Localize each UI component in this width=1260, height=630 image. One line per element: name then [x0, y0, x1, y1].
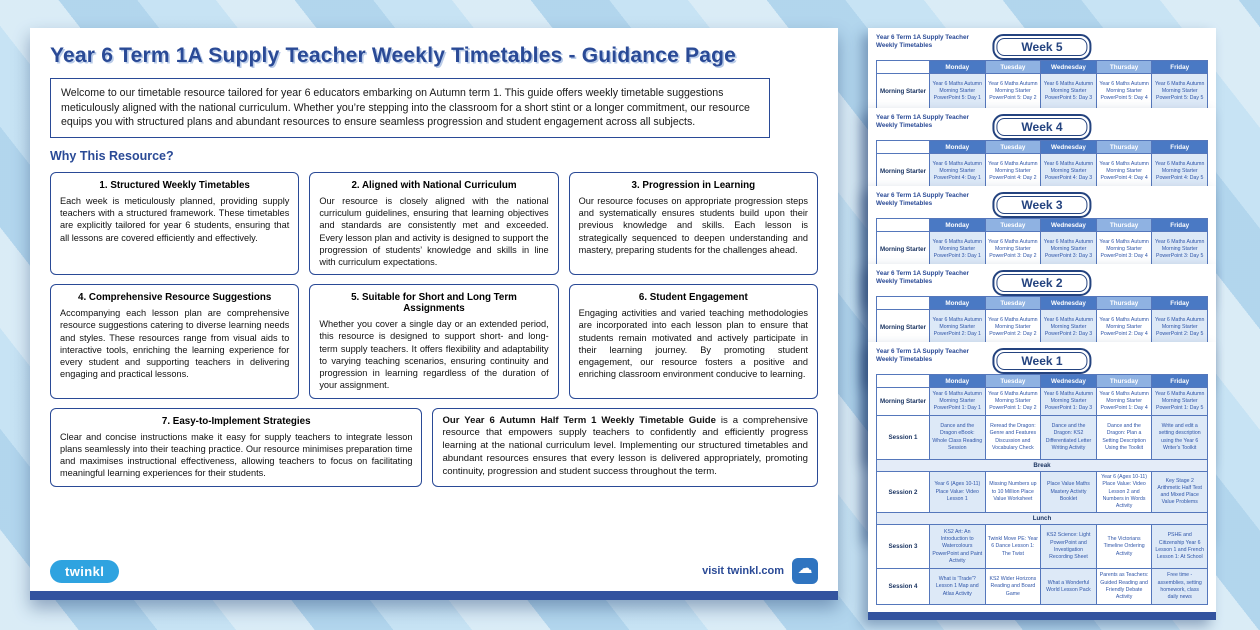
visit-wrap	[702, 558, 818, 584]
sheet-head	[876, 192, 1208, 218]
card-body: Whether you cover a single day or an extended period, this resource is designed to support short- and long-term supply teachers. It offers flexibility and adaptability to varying teaching scenarios, ensuring continuity and progression in learning regardless of the duration of your assignment.	[319, 319, 549, 391]
timetable-cell: Year 6 Maths Autumn Morning Starter PowerPoint 3: Day 4	[1096, 232, 1152, 268]
row-label: Morning Starter	[877, 232, 930, 268]
cards-row-3	[50, 408, 818, 487]
row-label: Session 3	[877, 525, 930, 569]
card-title: 6. Student Engagement	[638, 292, 748, 304]
timetable-cell: Year 6 Maths Autumn Morning Starter PowerPoint 3: Day 2	[985, 232, 1041, 268]
timetable-cell: What a Wonderful World Lesson Pack	[1041, 569, 1097, 605]
corner-cell	[877, 219, 930, 232]
timetable-cell: KS2 Art: An Introduction to Watercolours PowerPoint and Paint Activity	[929, 525, 985, 569]
sheet-head	[876, 270, 1208, 296]
benefit-card-4	[50, 284, 299, 398]
day-header: Tuesday	[985, 375, 1041, 388]
benefit-card-3	[569, 172, 818, 275]
sheet-title-line2: Weekly Timetables	[876, 122, 933, 130]
timetable-table	[876, 60, 1208, 110]
row-label: Session 4	[877, 569, 930, 605]
timetable-cell: Year 6 Maths Autumn Morning Starter PowerPoint 5: Day 2	[985, 74, 1041, 110]
day-header: Wednesday	[1041, 297, 1097, 310]
day-header: Friday	[1152, 219, 1208, 232]
timetable-cell: Write and edit a setting description using the Year 6 Writer's Toolkit	[1152, 416, 1208, 460]
card-body: Each week is meticulously planned, providing supply teachers with a structured framework. These timetables are explicitly tailored for year 6 students, ensuring that all lessons are covered efficiently and effectively.	[60, 195, 290, 243]
sheet-title-line1: Year 6 Term 1A Supply Teacher	[876, 114, 969, 121]
day-header: Monday	[929, 297, 985, 310]
summary-card	[432, 408, 818, 487]
timetable-cell: Dance and the Dragon eBook: Whole Class Reading Session	[929, 416, 985, 460]
benefit-card-5	[309, 284, 558, 398]
sheet-head	[876, 34, 1208, 60]
sheet-title-line1: Year 6 Term 1A Supply Teacher	[876, 34, 969, 41]
card-body: Clear and concise instructions make it easy for supply teachers to integrate lesson plans seamlessly into their teaching practice. Our resource minimises preparation time and maximises instructional effectiveness, allowing teachers to focus on facilitating meaningful learning experiences for their students.	[60, 431, 413, 479]
day-header: Tuesday	[985, 61, 1041, 74]
timetable-cell: Dance and the Dragon: KS2 Differentiated Letter Writing Activity	[1041, 416, 1097, 460]
sheet-head	[876, 348, 1208, 374]
timetable-cell: KS2 Wider Horizons Reading and Board Game	[985, 569, 1041, 605]
timetable-table	[876, 296, 1208, 346]
week-label	[992, 348, 1091, 374]
section-heading: Why This Resource?	[50, 148, 174, 163]
day-header: Friday	[1152, 375, 1208, 388]
week-label-text: Week 2	[996, 274, 1087, 292]
summary-lead: Our Year 6 Autumn Half Term 1 Weekly Timetable Guide	[442, 414, 716, 426]
timetable-cell: Year 6 Maths Autumn Morning Starter PowerPoint 3: Day 5	[1152, 232, 1208, 268]
timetable-cell: Year 6 Maths Autumn Morning Starter PowerPoint 4: Day 3	[1041, 154, 1097, 190]
timetable-cell: PSHE and Citizenship Year 6 Lesson 1 and French Lesson 1: At School	[1152, 525, 1208, 569]
sheet-title-line1: Year 6 Term 1A Supply Teacher	[876, 270, 969, 277]
week-label	[992, 114, 1091, 140]
timetable-cell: Year 6 Maths Autumn Morning Starter PowerPoint 4: Day 1	[929, 154, 985, 190]
day-header: Friday	[1152, 61, 1208, 74]
break-band: Break	[877, 460, 1208, 472]
page-title: Year 6 Term 1A Supply Teacher Weekly Timetables - Guidance Page	[50, 44, 737, 67]
intro-box: Welcome to our timetable resource tailored for year 6 educators embarking on Autumn term 1. This guide offers weekly timetable suggestions meticulously aligned with the national curriculum. Whether you’re stepping into the classroom for a short stint or a longer commitment, our resource equips you with structured plans and abundant resources to ensure seamless progression and student engagement across all subjects.	[50, 78, 770, 138]
day-header: Tuesday	[985, 141, 1041, 154]
day-header: Tuesday	[985, 297, 1041, 310]
benefit-card-1	[50, 172, 299, 275]
sheet-title	[876, 270, 971, 286]
day-header: Thursday	[1096, 61, 1152, 74]
timetable-table	[876, 140, 1208, 190]
sheet-title-line2: Weekly Timetables	[876, 200, 933, 208]
sheet-title	[876, 192, 971, 208]
card-title: 7. Easy-to-Implement Strategies	[161, 415, 311, 427]
day-header: Thursday	[1096, 141, 1152, 154]
corner-cell	[877, 141, 930, 154]
cards-row-1	[50, 172, 818, 275]
timetable-cell: Free time - assemblies, setting homework, class daily news	[1152, 569, 1208, 605]
row-label: Morning Starter	[877, 310, 930, 346]
card-body: Our resource is closely aligned with the national curriculum guidelines, ensuring that learning objectives and standards are consistently met and exceeded. Every lesson plan and activity is designed to support the progression of students’ knowledge and skills in line with curriculum expectations.	[319, 195, 549, 267]
card-title: 5. Suitable for Short and Long Term Assignments	[351, 292, 517, 315]
row-label: Morning Starter	[877, 388, 930, 416]
timetable-cell: Reread the Dragon: Genre and Features Discussion and Vocabulary Check	[985, 416, 1041, 460]
week-label-text: Week 5	[996, 38, 1087, 56]
timetable-cell: Year 6 Maths Autumn Morning Starter PowerPoint 5: Day 1	[929, 74, 985, 110]
card-body: Accompanying each lesson plan are comprehensive resource suggestions catering to diverse learning needs and styles. These resources range from visual aids to interactive tools, enriching the learning experience for every student and supporting teachers in delivering engaging and practical lessons.	[60, 308, 290, 380]
timetable-cell: Year 6 Maths Autumn Morning Starter PowerPoint 1: Day 2	[985, 388, 1041, 416]
timetable-cell: Year 6 Maths Autumn Morning Starter PowerPoint 2: Day 1	[929, 310, 985, 346]
timetable-cell: Year 6 Maths Autumn Morning Starter PowerPoint 2: Day 2	[985, 310, 1041, 346]
day-header: Wednesday	[1041, 219, 1097, 232]
sheet-title-line2: Weekly Timetables	[876, 42, 933, 50]
corner-cell	[877, 375, 930, 388]
card-body: Our resource focuses on appropriate progression steps and systematically ensures students build upon their previous knowledge and skills. Each lesson is strategically sequenced to deepen understanding and mastery, preparing students for the challenges ahead.	[578, 195, 808, 255]
timetable-cell: Missing Numbers up to 10 Million Place Value Worksheet	[985, 472, 1041, 513]
row-label: Morning Starter	[877, 74, 930, 110]
twinkl-logo: twinkl	[50, 560, 119, 583]
timetable-cell: Place Value Maths Mastery Activity Booklet	[1041, 472, 1097, 513]
day-header: Thursday	[1096, 297, 1152, 310]
timetable-cell: Year 6 Maths Autumn Morning Starter PowerPoint 4: Day 5	[1152, 154, 1208, 190]
day-header: Friday	[1152, 141, 1208, 154]
timetable-cell: Year 6 (Ages 10-11) Place Value: Video Lesson 2 and Numbers in Words Activity	[1096, 472, 1152, 513]
timetable-cell: Year 6 Maths Autumn Morning Starter PowerPoint 3: Day 1	[929, 232, 985, 268]
timetable-cell: Year 6 Maths Autumn Morning Starter PowerPoint 3: Day 3	[1041, 232, 1097, 268]
corner-cell	[877, 297, 930, 310]
timetable-cell: Year 6 Maths Autumn Morning Starter PowerPoint 4: Day 4	[1096, 154, 1152, 190]
timetable-cell: Parents as Teachers: Guided Reading and Friendly Debate Activity	[1096, 569, 1152, 605]
sheet-head	[876, 114, 1208, 140]
timetable-cell: Year 6 Maths Autumn Morning Starter PowerPoint 1: Day 4	[1096, 388, 1152, 416]
benefit-card-7	[50, 408, 422, 487]
row-label: Session 1	[877, 416, 930, 460]
day-header: Monday	[929, 61, 985, 74]
week-label-text: Week 3	[996, 196, 1087, 214]
timetable-cell: Year 6 Maths Autumn Morning Starter PowerPoint 5: Day 5	[1152, 74, 1208, 110]
week-label	[992, 192, 1091, 218]
benefit-card-6	[569, 284, 818, 398]
timetable-cell: KS2 Science: Light PowerPoint and Investigation Recording Sheet	[1041, 525, 1097, 569]
card-body: Engaging activities and varied teaching methodologies are incorporated into each lesson plan to ensure that students remain motivated and actively participate in their learning journey. By promoting student engagement, our resource fosters a positive and enriching classroom environment conducive to learning.	[578, 308, 808, 380]
day-header: Wednesday	[1041, 375, 1097, 388]
day-header: Thursday	[1096, 219, 1152, 232]
day-header: Monday	[929, 141, 985, 154]
cards-row-2	[50, 284, 818, 398]
day-header: Tuesday	[985, 219, 1041, 232]
guidance-footer	[50, 558, 818, 584]
timetable-cell: Year 6 Maths Autumn Morning Starter PowerPoint 5: Day 3	[1041, 74, 1097, 110]
card-title: 3. Progression in Learning	[631, 179, 756, 191]
day-header: Thursday	[1096, 375, 1152, 388]
timetable-cell: Key Stage 2 Arithmetic Half Test and Mixed Place Value Problems	[1152, 472, 1208, 513]
timetable-page-week1	[868, 342, 1216, 620]
sheet-title-line2: Weekly Timetables	[876, 356, 933, 364]
timetable-cell: Twinkl Move PE: Year 6 Dance Lesson 1: The Twist	[985, 525, 1041, 569]
timetable-cell: Dance and the Dragon: Plan a Setting Description Using the Toolkit	[1096, 416, 1152, 460]
benefit-card-2	[309, 172, 558, 275]
row-label: Morning Starter	[877, 154, 930, 190]
card-title: 4. Comprehensive Resource Suggestions	[78, 292, 272, 304]
card-title: 1. Structured Weekly Timetables	[99, 179, 250, 191]
week-label-text: Week 4	[996, 118, 1087, 136]
summary-text	[442, 415, 808, 479]
day-header: Friday	[1152, 297, 1208, 310]
corner-cell	[877, 61, 930, 74]
row-label: Session 2	[877, 472, 930, 513]
day-header: Monday	[929, 375, 985, 388]
timetable-cell: Year 6 (Ages 10-11) Place Value: Video Lesson 1	[929, 472, 985, 513]
timetable-cell: Year 6 Maths Autumn Morning Starter PowerPoint 4: Day 2	[985, 154, 1041, 190]
timetable-cell: Year 6 Maths Autumn Morning Starter PowerPoint 1: Day 3	[1041, 388, 1097, 416]
lunch-band: Lunch	[877, 513, 1208, 525]
sheet-title-line1: Year 6 Term 1A Supply Teacher	[876, 192, 969, 199]
timetable-cell: Year 6 Maths Autumn Morning Starter PowerPoint 5: Day 4	[1096, 74, 1152, 110]
guidance-page	[30, 28, 838, 600]
twinkl-badge-icon	[792, 558, 818, 584]
week-label	[992, 34, 1091, 60]
sheet-title	[876, 114, 971, 130]
timetable-cell: Year 6 Maths Autumn Morning Starter PowerPoint 1: Day 5	[1152, 388, 1208, 416]
sheet-title	[876, 348, 971, 364]
day-header: Monday	[929, 219, 985, 232]
timetable-cell: Year 6 Maths Autumn Morning Starter PowerPoint 2: Day 4	[1096, 310, 1152, 346]
timetable-cell: What is 'Trade'? Lesson 1 Map and Atlas Activity	[929, 569, 985, 605]
timetable-cell: Year 6 Maths Autumn Morning Starter PowerPoint 2: Day 3	[1041, 310, 1097, 346]
summary-body: is a comprehensive resource that empowers supply teachers to confidently and efficiently progress learning at the national curriculum level. Implementing our structured timetables and abundant resources ensures that every lesson is delivered appropriately, promoting continuity, progression and student success throughout the term.	[442, 414, 808, 477]
day-header: Wednesday	[1041, 61, 1097, 74]
timetable-table	[876, 218, 1208, 268]
day-header: Wednesday	[1041, 141, 1097, 154]
sheet-title-line2: Weekly Timetables	[876, 278, 933, 286]
timetable-cell: The Victorians Timeline Ordering Activity	[1096, 525, 1152, 569]
sheet-title	[876, 34, 971, 50]
visit-link[interactable]: visit twinkl.com	[702, 565, 784, 577]
card-title: 2. Aligned with National Curriculum	[351, 179, 517, 191]
timetable-cell: Year 6 Maths Autumn Morning Starter PowerPoint 1: Day 1	[929, 388, 985, 416]
week-label-text: Week 1	[996, 352, 1087, 370]
timetable-table	[876, 374, 1208, 605]
week-label	[992, 270, 1091, 296]
sheet-title-line1: Year 6 Term 1A Supply Teacher	[876, 348, 969, 355]
timetable-cell: Year 6 Maths Autumn Morning Starter PowerPoint 2: Day 5	[1152, 310, 1208, 346]
